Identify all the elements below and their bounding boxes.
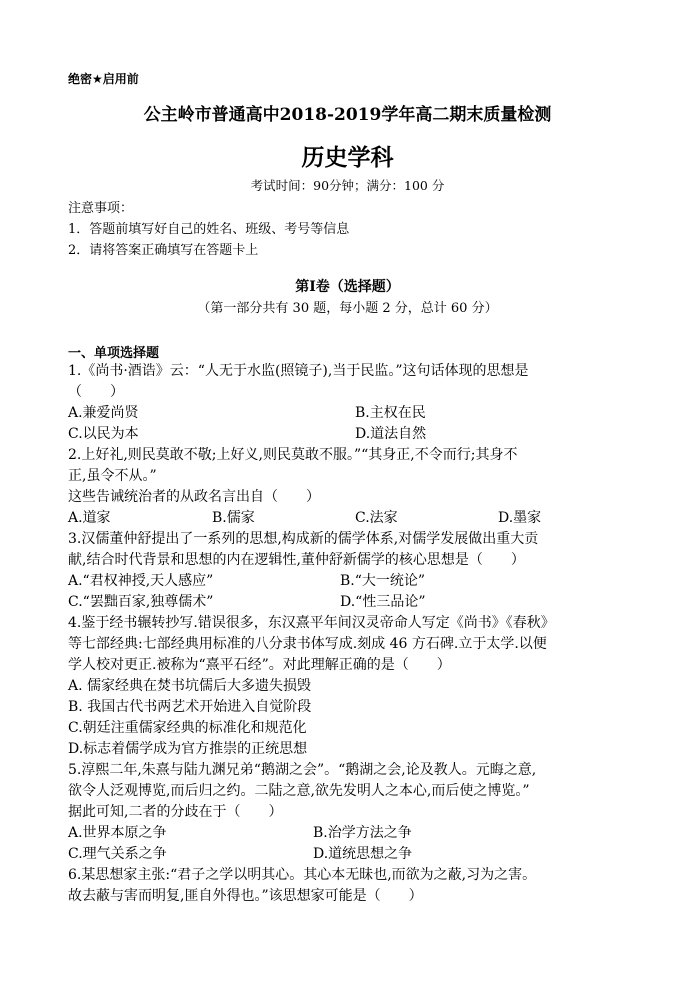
- option-c: C.法家: [355, 510, 398, 526]
- option-c: C.朝廷注重儒家经典的标准化和规范化: [68, 720, 307, 736]
- option-c: C.理气关系之争: [68, 846, 167, 862]
- question-text: 1.《尚书·酒诰》云：“人无于水监(照镜子),当于民监。”这句话体现的思想是: [68, 363, 529, 379]
- option-b: B.“大一统论”: [340, 573, 426, 589]
- question-text: （ ）: [68, 384, 124, 400]
- question-text: 6.某思想家主张:“君子之学以明其心。其心本无昧也,而欲为之蔽,习为之害。: [68, 867, 537, 883]
- option-b: B.主权在民: [355, 405, 426, 421]
- question-text: 3.汉儒董仲舒提出了一系列的思想,构成新的儒学体系,对儒学发展做出重大贡: [68, 531, 539, 547]
- question-text: 这些告诫统治者的从政名言出自（ ）: [68, 489, 320, 505]
- question-text: 正,虽令不从。”: [68, 468, 157, 484]
- question-text: 5.淳熙二年,朱熹与陆九渊兄弟“鹅湖之会”。“鹅湖之会,论及教人。元晦之意,: [68, 762, 537, 778]
- subject-title: 历史学科: [301, 144, 394, 171]
- part-subheading: （第一部分共有 30 题，每小题 2 分，总计 60 分）: [197, 301, 498, 316]
- option-a: A.兼爱尚贤: [68, 405, 139, 421]
- question-text: 欲令人泛观博览,而后归之约。二陆之意,欲先发明人之本心,而后使之博览。”: [68, 783, 530, 799]
- option-d: D.墨家: [498, 510, 542, 526]
- note-item: 1．答题前填写好自己的姓名、班级、考号等信息: [68, 222, 350, 237]
- note-item: 2．请将答案正确填写在答题卡上: [68, 243, 259, 258]
- option-b: B. 我国古代书两艺术开始进入自觉阶段: [68, 699, 312, 715]
- exam-title: 公主岭市普通高中2018-2019学年高二期末质量检测: [143, 105, 552, 125]
- option-b: B.治学方法之争: [313, 825, 412, 841]
- question-text: 2.上好礼,则民莫敢不敬;上好义,则民莫敢不服。”“其身正,不令而行;其身不: [68, 447, 518, 463]
- option-a: A.道家: [68, 510, 111, 526]
- option-a: A.“君权神授,天人感应”: [68, 573, 214, 589]
- question-text: 献,结合时代背景和思想的内在逻辑性,董仲舒新儒学的核心思想是（ ）: [68, 552, 525, 568]
- option-a: A. 儒家经典在焚书坑儒后大多遗失损毁: [68, 678, 312, 694]
- part-heading: 第I卷（选择题）: [295, 279, 400, 295]
- question-text: 据此可知,二者的分歧在于（ ）: [68, 804, 283, 820]
- option-d: D.“性三品论”: [340, 594, 426, 610]
- option-c: C.以民为本: [68, 426, 139, 442]
- option-c: C.“罢黜百家,独尊儒术”: [68, 594, 214, 610]
- question-text: 4.鉴于经书辗转抄写.错误很多，东汉熹平年间汉灵帝命人写定《尚书》《春秋》: [68, 615, 555, 631]
- option-b: B.儒家: [212, 510, 255, 526]
- notes-heading: 注意事项：: [68, 201, 134, 216]
- question-text: 等七部经典:七部经典用标准的八分隶书体写成.刻成 46 方石碑.立于太学.以便: [68, 636, 547, 652]
- option-d: D.道统思想之争: [313, 846, 413, 862]
- question-text: 学人校对更正.被称为“熹平石经”。对此理解正确的是（ ）: [68, 657, 451, 673]
- confidential-label: 绝密★启用前: [68, 72, 139, 86]
- question-text: 故去蔽与害而明复,匪自外得也。”该思想家可能是（ ）: [68, 888, 423, 904]
- exam-info: 考试时间：90分钟；满分：100 分: [250, 178, 445, 193]
- option-a: A.世界本原之争: [68, 825, 167, 841]
- option-d: D.标志着儒学成为官方推崇的正统思想: [68, 741, 308, 757]
- option-d: D.道法自然: [355, 426, 427, 442]
- section-heading: 一、单项选择题: [68, 346, 160, 361]
